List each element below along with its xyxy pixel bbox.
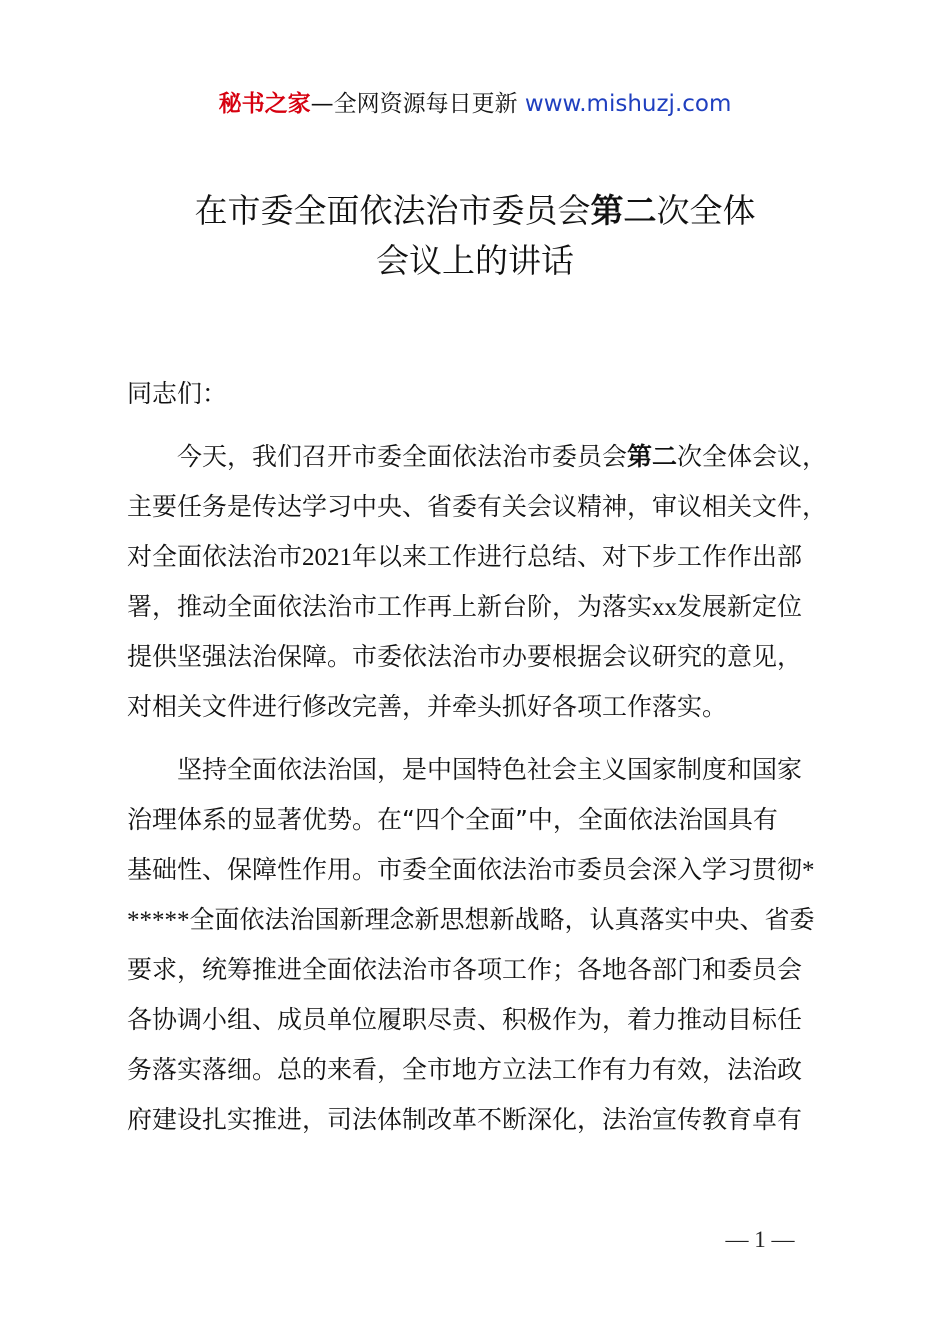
- text-line: 基础性、保障性作用。市委全面依法治市委员会深入学习贯彻*: [127, 855, 815, 884]
- text-line: 对相关文件进行修改完善，并牵头抓好各项工作落实。: [127, 692, 728, 721]
- text-line: 各协调小组、成员单位履职尽责、积极作为，着力推动目标任: [127, 1005, 803, 1034]
- salutation: 同志们：: [127, 379, 228, 408]
- text-line: 主要任务是传达学习中央、省委有关会议精神，审议相关文件，: [127, 492, 828, 521]
- document-title: [0, 183, 950, 283]
- text-line: 今天，我们召开市委全面依法治市委员会第二次全体会议，: [177, 442, 828, 471]
- text-line: 署，推动全面依法治市工作再上新台阶，为落实xx发展新定位: [127, 592, 803, 621]
- page-number: — 1 —: [725, 1227, 795, 1252]
- text-line: 务落实落细。总的来看，全市地方立法工作有力有效，法治政: [127, 1055, 803, 1084]
- text-line: *****全面依法治国新理念新思想新战略，认真落实中央、省委: [127, 905, 815, 934]
- site-url-link[interactable]: www.mishuzj.com: [524, 91, 732, 117]
- text-line: 提供坚强法治保障。市委依法治市办要根据会议研究的意见，: [127, 642, 803, 671]
- text-line: 治理体系的显著优势。在“四个全面”中，全面依法治国具有: [127, 805, 778, 834]
- document-body: [127, 369, 832, 1145]
- text-line: 坚持全面依法治国，是中国特色社会主义国家制度和国家: [177, 755, 803, 784]
- header-tagline: —全网资源每日更新: [310, 91, 518, 117]
- text-line: 对全面依法治市2021年以来工作进行总结、对下步工作作出部: [127, 542, 803, 571]
- title-line-2: 会议上的讲话: [376, 241, 574, 280]
- site-header: [0, 88, 950, 120]
- paragraph-2: [127, 745, 832, 1145]
- paragraph-1: [127, 432, 832, 732]
- text-line: 要求，统筹推进全面依法治市各项工作；各地各部门和委员会: [127, 955, 803, 984]
- brand-name: 秘书之家: [218, 91, 311, 117]
- text-line: 府建设扎实推进，司法体制改革不断深化，法治宣传教育卓有: [127, 1105, 803, 1134]
- title-line-1: 在市委全面依法治市委员会第二次全体: [194, 191, 756, 230]
